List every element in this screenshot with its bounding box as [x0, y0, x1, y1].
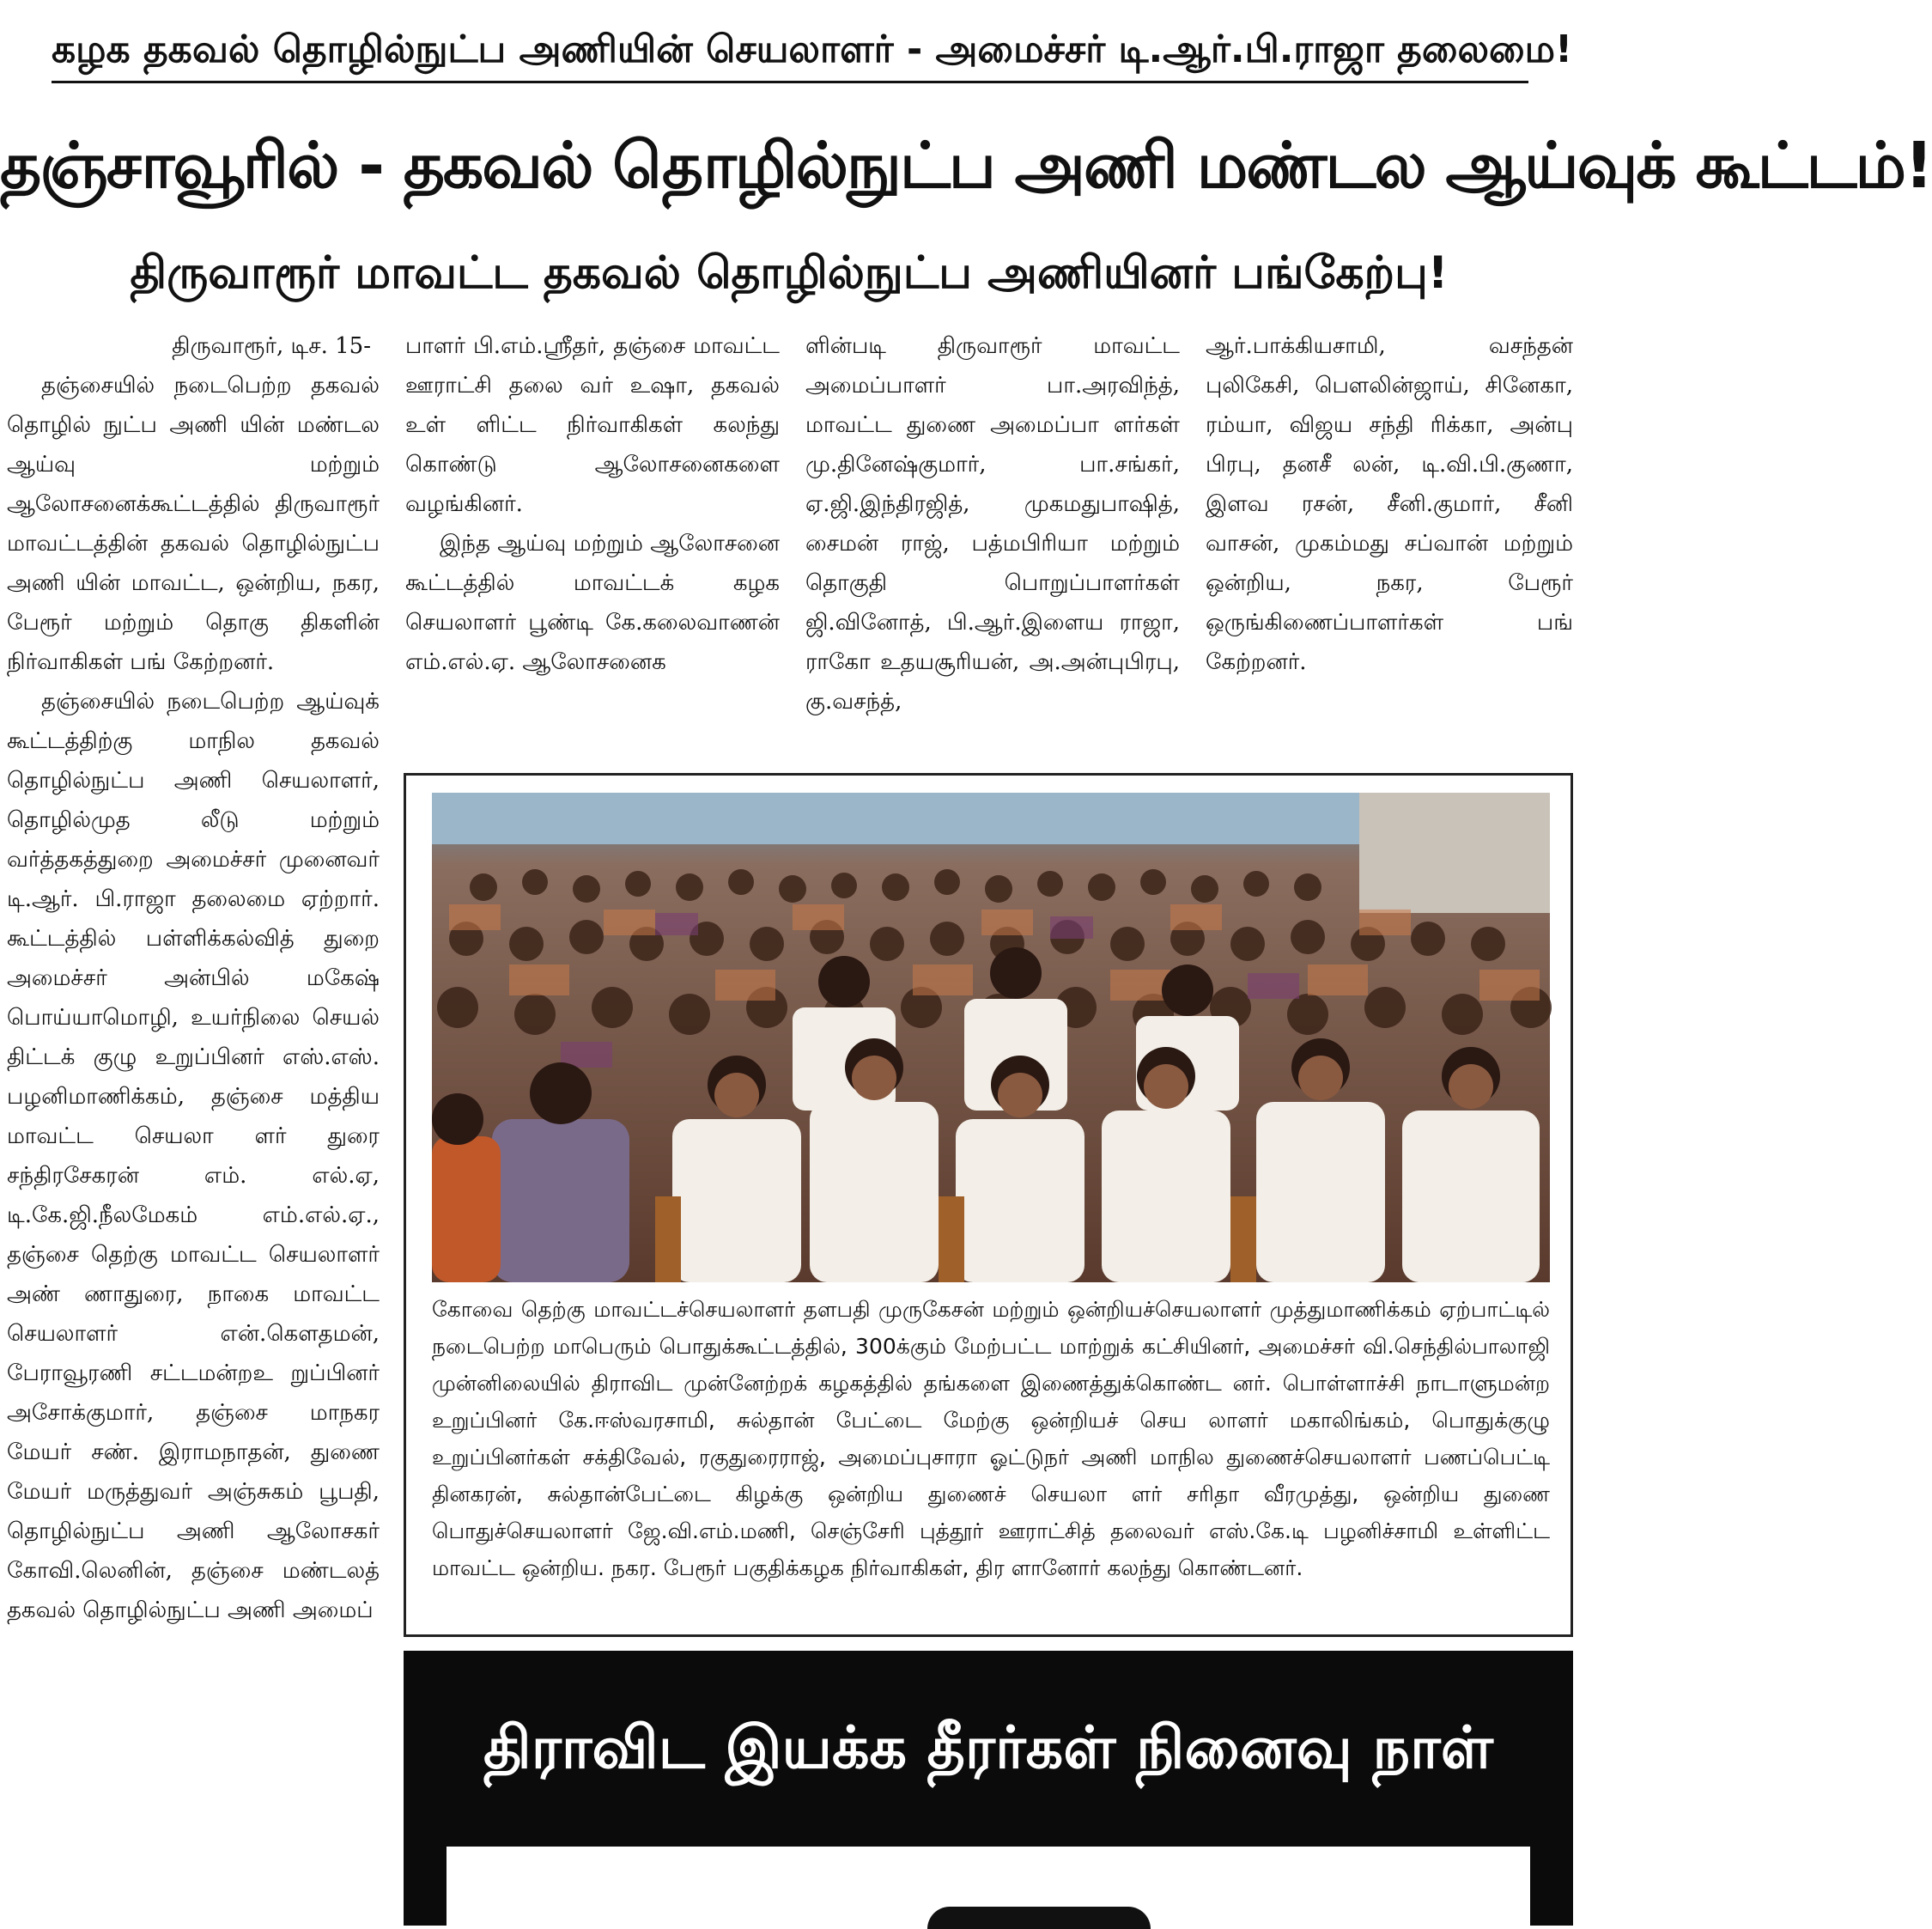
banner-title: திராவிட இயக்க தீரர்கள் நினைவு நாள் [483, 1714, 1493, 1782]
photo-caption: கோவை தெற்கு மாவட்டச்செயலாளர் தளபதி முருகேசன் மற்றும் ஒன்றியச்செயலாளர் முத்துமாணிக்கம் ஏற்பாட்டில் நடைபெற்ற மாபெரும் பொதுக்கூட்டத்தில், 300க்கும் மேற்பட்ட மாற்றுக் கட்சியினர், அமைச்சர் வி.செந்தில்பாலாஜி முன்னிலையில் திராவிட முன்னேற்றக் கழகத்தில் தங்களை இணைத்துக்கொண்ட னர். பொள்ளாச்சி நாடாளுமன்ற உறுப்பினர் கே.ஈஸ்வரசாமி, சுல்தான் பேட்டை மேற்கு ஒன்றியச் செய லாளர் மகாலிங்கம், பொதுக்குழு உறுப்பினர்கள் சக்திவேல், ரகுதுரைராஜ், அமைப்புசாரா ஓட்டுநர் அணி மாநில துணைச்செயலாளர் பணப்பெட்டி தினகரன், சுல்தான்பேட்டை கிழக்கு ஒன்றிய துணைச் செயலா ளர் சரிதா வீரமுத்து, ஒன்றிய துணை பொதுச்செயலாளர் ஜே.வி.எம்.மணி, செஞ்சேரி புத்தூர் ஊராட்சித் தலைவர் எஸ்.கே.டி பழனிச்சாமி உள்ளிட்ட மாவட்ட ஒன்றிய. நகர. பேரூர் பகுதிக்கழக நிர்வாகிகள், திர ளானோர் கலந்து கொண்டனர். [432, 1297, 1550, 1580]
article-paragraph: பாளர் பி.எம்.ஸ்ரீதர், தஞ்சை மாவட்ட ஊராட்சி தலை வர் உஷா, தகவல் உள் ளிட்ட நிர்வாகிகள் கலந்து கொண்டு ஆலோசனைகளை வழங்கினர். [405, 333, 780, 517]
dateline: திருவாரூர், டிச. 15- [172, 333, 371, 359]
article-paragraph: ஆர்.பாக்கியசாமி, வசந்தன் புலிகேசி, பௌலின்ஜாய், சினேகா, ரம்யா, விஜய சந்தி ரிக்கா, அன்பு பிரபு, தனசீ லன், டி.வி.பி.குணா, இளவ ரசன், சீனி.குமார், சீனி வாசன், முகம்மது சப்வான் மற்றும் ஒன்றிய, நகர, பேரூர் ஒருங்கிணைப்பாளர்கள் பங் கேற்றனர். [1206, 333, 1573, 675]
cropped-text-fragment [927, 1907, 1151, 1929]
article-column-4 [1206, 326, 1573, 756]
article-paragraph: தஞ்சையில் நடைபெற்ற தகவல் தொழில் நுட்ப அணி யின் மண்டல ஆய்வு மற்றும் ஆலோசனைக்கூட்டத்தில் திருவாரூர் மாவட்டத்தின் தகவல் தொழில்நுட்ப அணி யின் மாவட்ட, ஒன்றிய, நகர, பேரூர் மற்றும் தொகு திகளின் நிர்வாகிகள் பங் கேற்றனர். [7, 373, 380, 675]
article-paragraph: ளின்படி திருவாரூர் மாவட்ட அமைப்பாளர் பா.அரவிந்த், மாவட்ட துணை அமைப்பா ளர்கள் மு.தினேஷ்குமார், பா.சங்கர், ஏ.ஜி.இந்திரஜித், முகமதுபாஷித், சைமன் ராஜ், பத்மபிரியா மற்றும் தொகுதி பொறுப்பாளர்கள் ஜி.வினோத், பி.ஆர்.இளைய ராஜா, ராகோ உதயசூரியன், அ.அன்புபிரபு, கு.வசந்த், [805, 333, 1180, 715]
kicker-headline: கழக தகவல் தொழில்நுட்ப அணியின் செயலாளர் - அமைச்சர் டி.ஆர்.பி.ராஜா தலைமை! [52, 19, 1528, 83]
article-paragraph: இந்த ஆய்வு மற்றும் ஆலோசனை கூட்டத்தில் மாவட்டக் கழக செயலாளர் பூண்டி கே.கலைவாணன் எம்.எல்.ஏ. ஆலோசனைக [405, 531, 780, 675]
article-column-2 [405, 326, 780, 756]
crowd-photo-illustration [432, 793, 1550, 1282]
subheadline: திருவாரூர் மாவட்ட தகவல் தொழில்நுட்ப அணியினர் பங்கேற்பு! [130, 247, 1449, 299]
main-headline: தஞ்சாவூரில் - தகவல் தொழில்நுட்ப அணி மண்டல ஆய்வுக் கூட்டம்! [0, 129, 1932, 203]
memorial-banner [404, 1651, 1573, 1926]
banner-inner-panel [447, 1847, 1530, 1926]
article-column-1 [7, 326, 380, 1926]
photo-box [404, 773, 1573, 1637]
article-column-3 [805, 326, 1180, 756]
article-paragraph: தஞ்சையில் நடைபெற்ற ஆய்வுக் கூட்டத்திற்கு மாநில தகவல் தொழில்நுட்ப அணி செயலாளர், தொழில்முத லீடு மற்றும் வர்த்தகத்துறை அமைச்சர் முனைவர் டி.ஆர். பி.ராஜா தலைமை ஏற்றார். கூட்டத்தில் பள்ளிக்கல்வித் துறை அமைச்சர் அன்பில் மகேஷ் பொய்யாமொழி, உயர்நிலை செயல் திட்டக் குழு உறுப்பினர் எஸ்.எஸ். பழனிமாணிக்கம், தஞ்சை மத்திய மாவட்ட செயலா ளர் துரை சந்திரசேகரன் எம். எல்.ஏ, டி.கே.ஜி.நீலமேகம் எம்.எல்.ஏ., தஞ்சை தெற்கு மாவட்ட செயலாளர் அண் ணாதுரை, நாகை மாவட்ட செயலாளர் என்.கௌதமன், பேராவூரணி சட்டமன்றஉ றுப்பினர் அசோக்குமார், தஞ்சை மாநகர மேயர் சண். இராமநாதன், துணை மேயர் மருத்துவர் அஞ்சுகம் பூபதி, தொழில்நுட்ப அணி ஆலோசகர் கோவி.லெனின், தஞ்சை மண்டலத் தகவல் தொழில்நுட்ப அணி அமைப் [7, 689, 380, 1623]
crowd-photo [432, 793, 1550, 1282]
